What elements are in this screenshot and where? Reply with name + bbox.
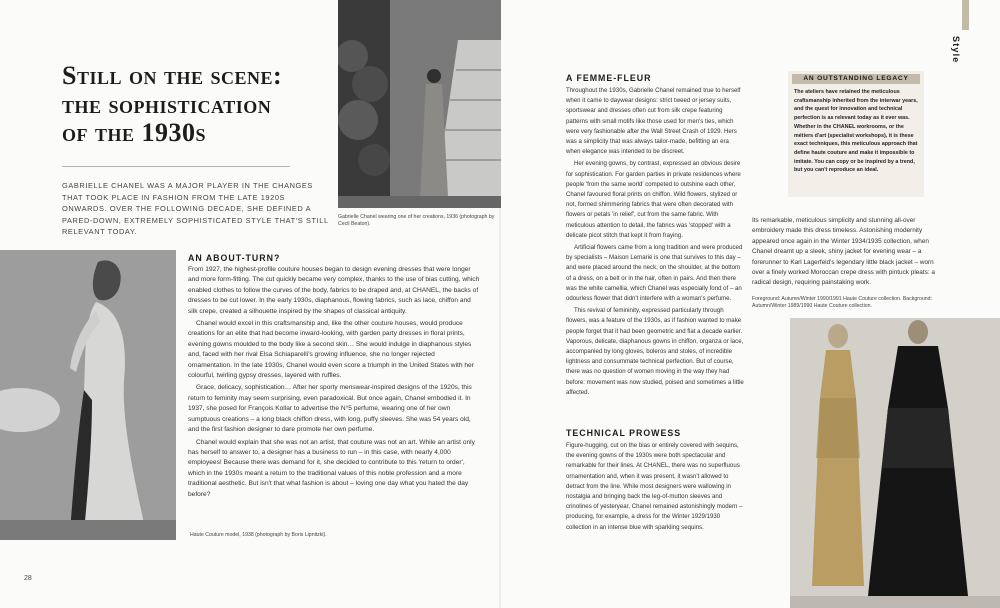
legacy-heading: AN OUTSTANDING LEGACY (792, 74, 920, 84)
femme-fleur-paragraph: Throughout the 1930s, Gabrielle Chanel remained true to herself when it came to daywear designs: strict tweed or jersey suits, sportswear and dresses often cut from silk crepe featuring patterns with small motifs like those used for men's ties, which were very fashionable after the Wall Street Crash of 1929. Hers was a simplicity that was always tailor-made, befitting an era when elegance was intended to be discreet. (566, 87, 741, 156)
about-turn-paragraph: Chanel would explain that she was not an artist, that couture was not an art. While an artist only has herself to answer to, a designer has a business to run – in this case, with nearly 4,000 employees! Because there was demand for it, she decided to contribute to this 'return to order', which in the 1930s meant a return to the traditional values of this noble profession and a more traditional aesthetic. But isn't that what fashion is about – loving one day what you hated the day before? (188, 438, 475, 498)
caption-right-photo: Foreground: Autumn/Winter 1990/1991 Haute Couture collection. Background: Autumn/Winter 1989/1990 Haute Couture collection. (752, 296, 932, 309)
technical-paragraph: Figure-hugging, cut on the bias or entirely covered with sequins, the evening gowns of the 1930s were both spectacular and remarkable for their lines. At CHANEL, there was no superfluous ornamentation and, when it was present, it wasn't allowed to detract from the line. While most designers were wallowing in nostalgia and bringing back the leg-of-mutton sleeves and crinolines of yesteryear, Chanel remained astonishingly modern – producing, for example, a dress for the Winter 1929/1930 collection in an intense blue with sparkling sequins. (566, 442, 743, 531)
about-turn-paragraph: From 1927, the highest-profile couture houses began to design evening dresses that were longer and more form-fitting. The cut quickly became very complex, thanks to the use of bias cutting, which enabled clothes to follow the curves of the body, fabrics to be draped and, at CHANEL, the backs of dresses to be cut lower. In the early 1930s, diaphanous, flowing fabrics, such as lace, chiffon and silk crepe, created a silhouette inspired by the shapes of classical antiquity. (188, 266, 480, 315)
caption-top-photo: Gabrielle Chanel wearing one of her creations, 1936 (photograph by Cecil Beaton). (338, 214, 495, 227)
caption-left-photo: Haute Couture model, 1938 (photograph by Boris Lipnitzki). (190, 532, 327, 538)
femme-fleur-paragraph: Her evening gowns, by contrast, expressed an obvious desire for sophistication. For garden parties in private residences where people 'from the same world' competed to outshine each other, Chanel favoured floral prints on chiffon. Wild flowers, stylized or not, formed shimmering fabrics that were often decorated with flowers or petals 'in relief', cut from the same fabric. With meticulous attention to detail, the fabrics was 'stopped' with a delicate picot stitch that kept it from fraying. (566, 160, 741, 239)
femme-fleur-paragraph: This revival of femininity, expressed particularly through flowers, was a feature of the 1930s, as if fashion wanted to make people forget that it had been geometric and flat a decade earlier. Vaporous, delicate, diaphanous gowns in chiffon, organza or lace, accompanied by long gloves, boleros and stoles, of incredible lightness and consummate technical perfection. But of course, there was no question of women moving in the way they had before: movement was now studied, poised and sometimes a little affected. (566, 307, 744, 396)
continuation-paragraph: Its remarkable, meticulous simplicity and stunning all-over embroidery made this dress timeless. Astonishing modernity appeared once again in the Winter 1934/1935 collection, when Chanel dreamt up a sleek, shiny jacket for evening wear – a forerunner to Karl Lagerfeld's legendary little black jacket – worn over a finely worked Moroccan crepe dress with pintuck pleats: a radical design, requiring painstaking work. (752, 217, 935, 287)
photo-haute-couture-dresses (790, 318, 1000, 608)
legacy-sidebar (788, 71, 924, 197)
title-divider (62, 166, 290, 167)
about-turn-paragraph: Grace, delicacy, sophistication… After her sporty menswear-inspired designs of the 1920s, this return to feminity may seem surprising, even paradoxical. But once again, Chanel embodied it. In 1937, she posed for François Kollar to advertise the N°5 perfume, wearing one of her own sumptuous creations – a long black chiffon dress, with long, puffy sleeves. She was 54 years old, and the first fashion designer to dare promote her own perfume. (188, 384, 472, 434)
page-number: 28 (24, 575, 32, 582)
title-line-1: Still on the scene: (62, 61, 283, 90)
section-tab-label: Style (951, 36, 961, 64)
legacy-text: The ateliers have retained the meticulous craftsmanship inherited from the interwar years, and the quest for innovation and technical perfection is as relevant today as it ever was. Whether in the CHANEL workrooms, or the métiers d'art (specialist workshops), it is these exact techniques, this meticulous approach that define haute couture and make it impossible to imitate. You can copy or be inspired by a trend, but you can't reproduce an ideal. (794, 89, 918, 174)
heading-technical-prowess: TECHNICAL PROWESS (566, 428, 682, 438)
continuation-body (752, 216, 938, 291)
intro-paragraph: GABRIELLE CHANEL WAS A MAJOR PLAYER IN THE CHANGES THAT TOOK PLACE IN FASHION FROM THE LATE 1920S ONWARDS. OVER THE FOLLOWING DECADE, SHE DEFINED A PARED-DOWN, EXTREMELY SOPHISTICATED STYLE THAT'S STILL RELEVANT TODAY. (62, 181, 329, 237)
femme-fleur-paragraph: Artificial flowers came from a long tradition and were produced by specialists – Maison Lemarié is one that survives to this day – and were placed around the neck, on the shoulder, at the bottom of a dress, on a belt or in the hair, often in pairs. And then there was the white camellia, which Chanel was especially fond of – an odourless flower that didn't interfere with a woman's perfume. (566, 244, 743, 303)
article-title (62, 62, 302, 148)
heading-about-turn: AN ABOUT-TURN? (188, 253, 281, 263)
femme-fleur-body (566, 86, 744, 400)
heading-femme-fleur: A FEMME-FLEUR (566, 73, 652, 83)
section-tab-marker (962, 0, 969, 30)
technical-body (566, 441, 744, 535)
title-line-3: of the 1930s (62, 118, 207, 148)
photo-gabrielle-chanel-staircase (338, 0, 501, 208)
about-turn-paragraph: Chanel would excel in this craftsmanship and, like the other couture houses, would produce creations for an elite that had become inward-looking, with garden party dresses in floral prints, evening gowns moulded to the body like a second skin… She would indulge in diaphanous styles and, faced with her rival Elsa Schiaparelli's growing influence, she no longer rejected ornamentation. In the late 1930s, Chanel would even score a triumph in the United States with her colourful, twirling gypsy dresses, layered with ruffles. (188, 320, 474, 380)
photo-haute-couture-model (0, 250, 176, 540)
title-line-2: the sophistication (62, 89, 272, 119)
about-turn-body (188, 265, 480, 502)
